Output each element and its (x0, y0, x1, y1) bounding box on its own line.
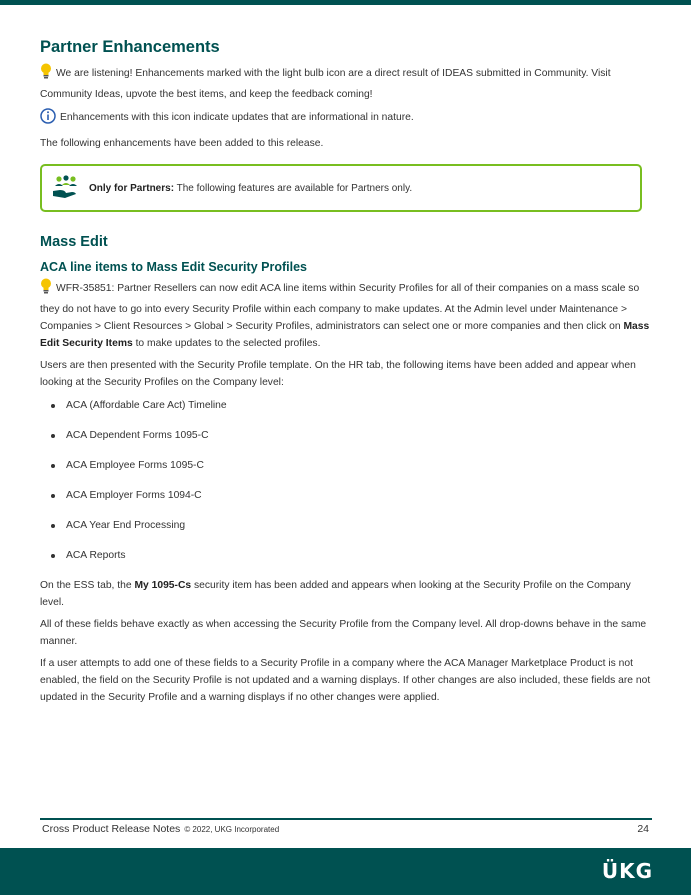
light-bulb-icon (40, 278, 52, 301)
page-number: 24 (637, 823, 649, 835)
mass-edit-security-items-label: Mass Edit Security Items (40, 321, 650, 349)
subheading-aca-line-items: ACA line items to Mass Edit Security Profiles (40, 260, 307, 274)
document-body (40, 36, 652, 711)
partner-callout-body: The following features are available for Partners only. (174, 182, 413, 194)
para-ess-post: security item has been added and appears when looking at the Security Profile on the Company level. (40, 580, 631, 608)
bottom-brand-band (0, 848, 691, 895)
partner-callout (40, 164, 642, 212)
para-ess-pre: On the ESS tab, the (40, 580, 135, 591)
para-fields-behave: All of these fields behave exactly as when accessing the Security Profile from the Company level. All drop-downs behave in the same manner. (40, 619, 647, 647)
hr-items-list (40, 397, 652, 564)
ukg-logo: ÜKG (601, 859, 653, 883)
my-1095cs-label: My 1095-Cs (134, 580, 192, 591)
heading-partner-enhancements: Partner Enhancements (40, 38, 220, 56)
intro-following-text: The following enhancements have been added to this release. (40, 138, 324, 149)
footer-doc-title: Cross Product Release Notes (42, 823, 181, 835)
intro-info-text: Enhancements with this icon indicate updates that are informational in nature. (60, 112, 414, 123)
para-wfr-35851 (40, 278, 652, 352)
intro-info-paragraph (40, 108, 652, 130)
partner-icon (51, 175, 79, 201)
light-bulb-icon (40, 63, 52, 86)
list-item: ACA (Affordable Care Act) Timeline (40, 397, 652, 414)
footer-title (42, 823, 279, 835)
footer-divider (40, 818, 652, 820)
para-warning: If a user attempts to add one of these fields to a Security Profile in a company where the ACA Manager Marketplace Product is not enabled, the field on the Security Profile is not updated and a warning displays. If other changes are also included, these fields are not updated in the Security Profile and a warning displays if no other changes were applied. (40, 658, 651, 703)
list-item: ACA Employee Forms 1095-C (40, 457, 652, 474)
list-item: ACA Dependent Forms 1095-C (40, 427, 652, 444)
footer-copyright: © 2022, UKG Incorporated (184, 825, 280, 834)
intro-ideas-text: We are listening! Enhancements marked with the light bulb icon are a direct result of IDEAS submitted in Community. Visit Community Ideas, upvote the best items, and keep the feedback coming! (40, 68, 611, 100)
list-item: ACA Reports (40, 547, 652, 564)
heading-mass-edit: Mass Edit (40, 234, 108, 250)
partner-callout-text (89, 180, 412, 197)
para-hr-tab: Users are then presented with the Security Profile template. On the HR tab, the following items have been added and appear when looking at the Security Profiles on the Company level: (40, 360, 636, 388)
para-ess-tab (40, 577, 652, 611)
para-wfr-text: WFR-35851: Partner Resellers can now edit ACA line items within Security Profiles for all of their companies on a mass scale so they do not have to go into every Security Profile within each company to make updates. At the Admin level under Maintenance > Companies > Client Resources > Global > Security Profiles, administrators can select one or more companies and then click on (40, 283, 640, 332)
list-item: ACA Employer Forms 1094-C (40, 487, 652, 504)
partner-callout-label: Only for Partners: (89, 182, 175, 194)
info-icon (40, 108, 56, 130)
intro-ideas-paragraph (40, 63, 652, 103)
top-accent-bar (0, 0, 691, 5)
list-item: ACA Year End Processing (40, 517, 652, 534)
para-wfr-tail: to make updates to the selected profiles. (132, 338, 321, 349)
